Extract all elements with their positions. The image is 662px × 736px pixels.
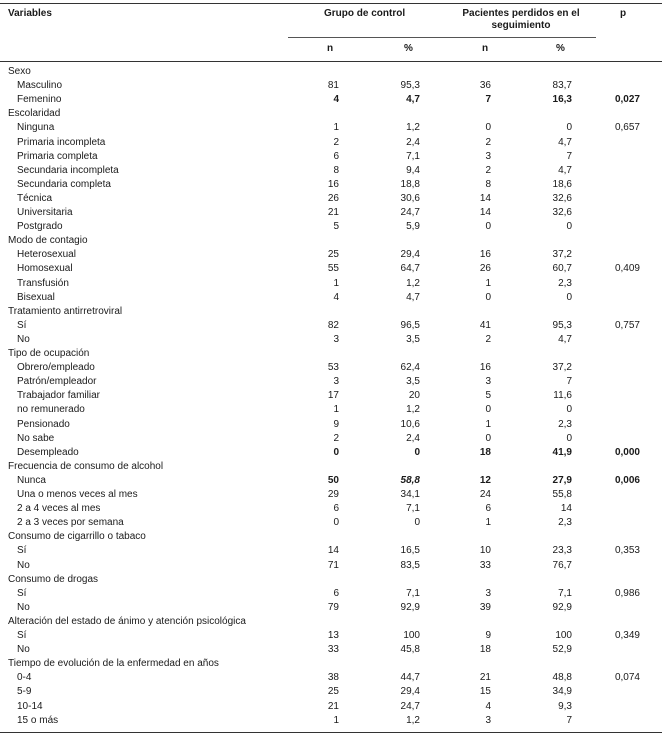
table-row <box>0 418 662 432</box>
table-row <box>0 700 662 714</box>
table-row <box>0 601 662 615</box>
cell-n-lost: 3 <box>485 714 491 726</box>
cell-pct-control: 2,4 <box>406 136 420 148</box>
section-label: Modo de contagio <box>8 235 88 247</box>
section-row <box>0 530 662 544</box>
cell-pct-control: 0 <box>414 446 420 458</box>
cell-n-lost: 3 <box>485 376 491 388</box>
cell-n-lost: 0 <box>485 122 491 134</box>
table-row <box>0 136 662 150</box>
row-label: Sí <box>17 545 27 557</box>
cell-pct-control: 30,6 <box>400 192 420 204</box>
cell-n-lost: 18 <box>479 644 491 656</box>
cell-pct-lost: 4,7 <box>558 333 572 345</box>
cell-n-lost: 2 <box>485 164 491 176</box>
table-row <box>0 474 662 488</box>
row-label: Universitaria <box>17 207 73 218</box>
table-row <box>0 671 662 685</box>
row-label: Ninguna <box>17 122 55 134</box>
cell-pct-lost: 37,2 <box>552 362 572 374</box>
row-label: Secundaria incompleta <box>17 164 119 176</box>
section-label: Tiempo de evolución de la enfermedad en años <box>8 658 219 670</box>
cell-n-lost: 0 <box>485 432 491 444</box>
table-row <box>0 262 662 276</box>
table-row <box>0 361 662 375</box>
row-label: Desempleado <box>17 446 79 458</box>
cell-n-lost: 9 <box>485 630 491 641</box>
cell-n-lost: 10 <box>479 545 491 557</box>
cell-pct-lost: 0 <box>566 122 572 134</box>
cell-pct-lost: 2,3 <box>558 517 572 529</box>
cell-pct-control: 95,3 <box>400 80 420 92</box>
cell-pct-lost: 9,3 <box>558 700 572 712</box>
cell-pct-control: 64,7 <box>400 263 420 275</box>
cell-n-lost: 1 <box>485 517 491 529</box>
cell-n-control: 81 <box>327 80 339 92</box>
cell-pct-lost: 0 <box>566 291 572 303</box>
cell-n-control: 4 <box>333 94 339 106</box>
cell-p-value: 0,074 <box>614 672 640 684</box>
cell-n-control: 0 <box>333 446 339 458</box>
table-row <box>0 178 662 192</box>
cell-pct-lost: 0 <box>566 432 572 444</box>
table-row <box>0 629 662 643</box>
cell-n-lost: 16 <box>479 249 491 261</box>
cell-n-control: 1 <box>333 122 339 134</box>
cell-n-control: 13 <box>327 630 339 641</box>
cell-n-control: 9 <box>333 418 339 430</box>
section-label: Tratamiento antirretroviral <box>8 305 123 317</box>
row-label: Técnica <box>17 192 53 204</box>
cell-pct-control: 4,7 <box>406 94 420 106</box>
row-label: Postgrado <box>17 221 63 233</box>
cell-n-lost: 3 <box>485 587 491 599</box>
table-row <box>0 587 662 601</box>
table-row <box>0 277 662 291</box>
cell-pct-control: 1,2 <box>406 277 420 289</box>
row-label: no remunerado <box>17 404 85 416</box>
cell-n-control: 26 <box>327 192 339 204</box>
row-label: Homosexual <box>17 263 73 275</box>
cell-pct-lost: 34,9 <box>552 686 572 698</box>
cell-pct-control: 3,5 <box>406 376 420 388</box>
cell-pct-lost: 16,3 <box>552 94 572 106</box>
section-row <box>0 65 662 79</box>
cell-pct-lost: 0 <box>566 404 572 416</box>
cell-pct-lost: 48,8 <box>552 672 572 684</box>
cell-n-lost: 2 <box>485 136 491 148</box>
row-label: 10-14 <box>17 700 43 712</box>
header-n-control: n <box>327 43 334 54</box>
cell-pct-control: 44,7 <box>400 672 420 684</box>
header-p: p <box>620 8 627 19</box>
cell-n-lost: 6 <box>485 503 491 515</box>
header-n-lost: n <box>482 43 489 54</box>
row-label: Sí <box>17 319 27 331</box>
row-label: 2 a 4 veces al mes <box>17 503 101 515</box>
cell-pct-control: 4,7 <box>406 291 420 303</box>
cell-p-value: 0,757 <box>614 319 640 331</box>
table-row <box>0 291 662 305</box>
table-row <box>0 714 662 728</box>
cell-n-control: 33 <box>327 644 339 656</box>
cell-n-control: 3 <box>333 376 339 388</box>
cell-n-lost: 14 <box>479 207 491 218</box>
section-row <box>0 615 662 629</box>
cell-pct-lost: 95,3 <box>552 319 572 331</box>
row-label: Heterosexual <box>17 249 76 261</box>
section-row <box>0 573 662 587</box>
cell-n-lost: 16 <box>479 362 491 374</box>
table-row <box>0 93 662 107</box>
section-label: Sexo <box>8 66 31 77</box>
table-row <box>0 432 662 446</box>
section-label: Frecuencia de consumo de alcohol <box>8 460 164 472</box>
row-label: Transfusión <box>17 277 69 289</box>
cell-pct-lost: 23,3 <box>552 545 572 557</box>
table-row <box>0 643 662 657</box>
table-row <box>0 389 662 403</box>
row-label: Sí <box>17 630 27 641</box>
row-label: Bisexual <box>17 291 55 303</box>
header-pct-control: % <box>404 43 413 54</box>
cell-pct-lost: 4,7 <box>558 136 572 148</box>
row-label: Obrero/empleado <box>17 362 95 374</box>
cell-pct-control: 16,5 <box>400 545 420 557</box>
row-label: No <box>17 333 30 345</box>
cell-n-control: 25 <box>327 686 339 698</box>
cell-n-control: 4 <box>333 291 339 303</box>
cell-n-lost: 0 <box>485 221 491 233</box>
section-label: Consumo de cigarrillo o tabaco <box>8 531 146 543</box>
cell-p-value: 0,000 <box>614 446 640 458</box>
cell-n-control: 5 <box>333 221 339 233</box>
cell-pct-lost: 37,2 <box>552 249 572 261</box>
cell-n-lost: 1 <box>485 277 491 289</box>
cell-pct-lost: 60,7 <box>552 263 572 275</box>
cell-pct-control: 0 <box>414 517 420 529</box>
cell-pct-control: 7,1 <box>406 503 420 515</box>
table-row <box>0 79 662 93</box>
cell-pct-control: 1,2 <box>406 404 420 416</box>
cell-n-lost: 33 <box>479 559 491 571</box>
cell-pct-lost: 92,9 <box>552 601 572 613</box>
cell-pct-control: 2,4 <box>406 432 420 444</box>
cell-pct-control: 20 <box>408 390 420 402</box>
cell-p-value: 0,986 <box>614 587 640 599</box>
cell-pct-control: 1,2 <box>406 122 420 134</box>
cell-pct-lost: 41,9 <box>552 446 572 458</box>
row-label: No <box>17 559 30 571</box>
section-label: Tipo de ocupación <box>8 348 90 359</box>
top-rule <box>0 3 662 4</box>
cell-n-lost: 5 <box>485 390 491 402</box>
header-lost-patients: Pacientes perdidos en el seguimiento <box>462 8 580 31</box>
cell-n-control: 6 <box>333 150 339 162</box>
table-row <box>0 446 662 460</box>
section-label: Alteración del estado de ánimo y atención psicológica <box>8 615 246 627</box>
cell-n-control: 29 <box>327 489 339 500</box>
cell-n-lost: 2 <box>485 333 491 345</box>
cell-pct-lost: 0 <box>566 221 572 233</box>
table-row <box>0 488 662 502</box>
cell-pct-lost: 11,6 <box>553 390 572 402</box>
cell-pct-control: 5,9 <box>406 221 420 233</box>
cell-pct-control: 34,1 <box>400 489 420 500</box>
cell-n-control: 17 <box>327 390 339 402</box>
cell-pct-control: 29,4 <box>400 249 420 261</box>
header-variables: Variables <box>8 8 52 19</box>
cell-pct-control: 24,7 <box>400 207 420 218</box>
section-row <box>0 234 662 248</box>
cell-n-control: 25 <box>327 249 339 261</box>
section-row <box>0 305 662 319</box>
table-row <box>0 516 662 530</box>
cell-n-control: 21 <box>327 700 339 712</box>
cell-pct-control: 18,8 <box>400 178 420 190</box>
cell-n-lost: 4 <box>485 700 491 712</box>
cell-n-control: 53 <box>327 362 339 374</box>
table-row <box>0 333 662 347</box>
cell-pct-control: 1,2 <box>406 714 420 726</box>
row-label: Sí <box>17 587 27 599</box>
row-label: 5-9 <box>17 686 32 698</box>
cell-p-value: 0,349 <box>614 630 640 641</box>
cell-pct-lost: 76,7 <box>552 559 572 571</box>
section-row <box>0 107 662 121</box>
row-label: Femenino <box>17 94 62 106</box>
cell-n-lost: 18 <box>479 446 491 458</box>
row-label: Primaria completa <box>17 150 98 162</box>
header-bottom-rule <box>0 61 662 62</box>
row-label: Primaria incompleta <box>17 136 106 148</box>
section-label: Escolaridad <box>8 108 61 120</box>
header-control-group: Grupo de control <box>324 8 406 19</box>
cell-pct-lost: 27,9 <box>552 474 572 486</box>
cell-pct-lost: 14 <box>560 503 572 515</box>
cell-n-control: 1 <box>333 277 339 289</box>
table-row <box>0 248 662 262</box>
cell-pct-control: 7,1 <box>406 150 420 162</box>
cell-n-lost: 7 <box>485 94 491 106</box>
table-row <box>0 544 662 558</box>
cell-pct-control: 24,7 <box>400 700 420 712</box>
cell-n-control: 2 <box>333 432 339 444</box>
cell-n-lost: 15 <box>479 686 491 698</box>
cell-n-control: 79 <box>327 601 339 613</box>
cell-pct-control: 96,5 <box>400 319 420 331</box>
table-row <box>0 164 662 178</box>
row-label: Masculino <box>17 80 63 92</box>
cell-n-lost: 1 <box>485 418 491 430</box>
row-label: 2 a 3 veces por semana <box>17 517 124 529</box>
row-label: Una o menos veces al mes <box>17 489 138 500</box>
cell-pct-lost: 7,1 <box>558 587 572 599</box>
cell-n-lost: 12 <box>479 474 491 486</box>
cell-pct-control: 100 <box>403 630 420 641</box>
row-label: No <box>17 644 30 656</box>
row-label: No sabe <box>17 432 55 444</box>
table-row <box>0 375 662 389</box>
table-row <box>0 192 662 206</box>
table-row <box>0 220 662 234</box>
cell-pct-lost: 18,6 <box>552 178 572 190</box>
cell-pct-lost: 55,8 <box>552 489 572 500</box>
cell-n-lost: 0 <box>485 404 491 416</box>
cell-pct-lost: 7 <box>566 714 572 726</box>
cell-n-control: 38 <box>327 672 339 684</box>
section-row <box>0 657 662 671</box>
cell-p-value: 0,006 <box>614 474 640 486</box>
cell-n-lost: 8 <box>485 178 491 190</box>
cell-n-lost: 14 <box>479 192 491 204</box>
cell-pct-lost: 2,3 <box>558 418 572 430</box>
cell-pct-lost: 100 <box>555 630 572 641</box>
cell-n-lost: 24 <box>479 489 491 500</box>
cell-n-lost: 3 <box>485 150 491 162</box>
cell-n-control: 3 <box>333 333 339 345</box>
cell-n-lost: 21 <box>479 672 491 684</box>
header-pct-lost: % <box>556 43 565 54</box>
cell-n-lost: 26 <box>479 263 491 275</box>
row-label: Trabajador familiar <box>17 390 100 402</box>
bottom-rule <box>0 732 662 733</box>
cell-pct-lost: 83,7 <box>552 80 572 92</box>
cell-n-control: 1 <box>333 404 339 416</box>
cell-n-control: 1 <box>333 714 339 726</box>
cell-n-control: 2 <box>333 136 339 148</box>
cell-pct-control: 9,4 <box>406 164 420 176</box>
cell-n-lost: 0 <box>485 291 491 303</box>
cell-n-control: 82 <box>327 319 339 331</box>
cell-n-control: 55 <box>327 263 339 275</box>
table-row <box>0 121 662 135</box>
cell-pct-control: 58,8 <box>400 474 420 486</box>
cell-n-control: 16 <box>327 178 339 190</box>
cell-n-lost: 39 <box>479 601 491 613</box>
cell-pct-control: 92,9 <box>400 601 420 613</box>
section-label: Consumo de drogas <box>8 573 99 585</box>
table-row <box>0 685 662 699</box>
table-row <box>0 502 662 516</box>
cell-n-control: 21 <box>327 207 339 218</box>
table-row <box>0 319 662 333</box>
row-label: 15 o más <box>17 714 59 726</box>
cell-pct-lost: 2,3 <box>558 277 572 289</box>
cell-pct-lost: 32,6 <box>552 207 572 218</box>
cell-pct-control: 7,1 <box>406 587 420 599</box>
table-row <box>0 559 662 573</box>
cell-pct-control: 10,6 <box>400 418 420 430</box>
table-row <box>0 150 662 164</box>
cell-pct-lost: 4,7 <box>558 164 572 176</box>
subheader-rule <box>288 37 596 38</box>
cell-pct-control: 45,8 <box>400 644 420 656</box>
cell-pct-lost: 7 <box>566 376 572 388</box>
cell-n-control: 8 <box>333 164 339 176</box>
cell-pct-control: 83,5 <box>400 559 420 571</box>
cell-n-lost: 41 <box>479 319 491 331</box>
row-label: 0-4 <box>17 672 32 684</box>
cell-pct-control: 29,4 <box>400 686 420 698</box>
cell-n-lost: 36 <box>479 80 491 92</box>
cell-pct-lost: 32,6 <box>552 192 572 204</box>
row-label: Secundaria completa <box>17 178 111 190</box>
cell-n-control: 71 <box>327 559 339 571</box>
cell-p-value: 0,353 <box>614 545 640 557</box>
table-row <box>0 403 662 417</box>
cell-pct-lost: 52,9 <box>552 644 572 656</box>
cell-pct-control: 3,5 <box>406 333 420 345</box>
cell-n-control: 6 <box>333 587 339 599</box>
row-label: Pensionado <box>17 418 70 430</box>
section-row <box>0 460 662 474</box>
cell-n-control: 0 <box>333 517 339 529</box>
cell-p-value: 0,027 <box>614 94 640 106</box>
row-label: Patrón/empleador <box>17 376 97 388</box>
cell-n-control: 50 <box>327 474 339 486</box>
cell-p-value: 0,657 <box>614 122 640 134</box>
cell-n-control: 14 <box>327 545 339 557</box>
table-row <box>0 206 662 220</box>
cell-pct-lost: 7 <box>566 150 572 162</box>
row-label: Nunca <box>17 474 46 486</box>
cell-p-value: 0,409 <box>614 263 640 275</box>
cell-n-control: 6 <box>333 503 339 515</box>
section-row <box>0 347 662 361</box>
cell-pct-control: 62,4 <box>400 362 420 374</box>
row-label: No <box>17 601 30 613</box>
